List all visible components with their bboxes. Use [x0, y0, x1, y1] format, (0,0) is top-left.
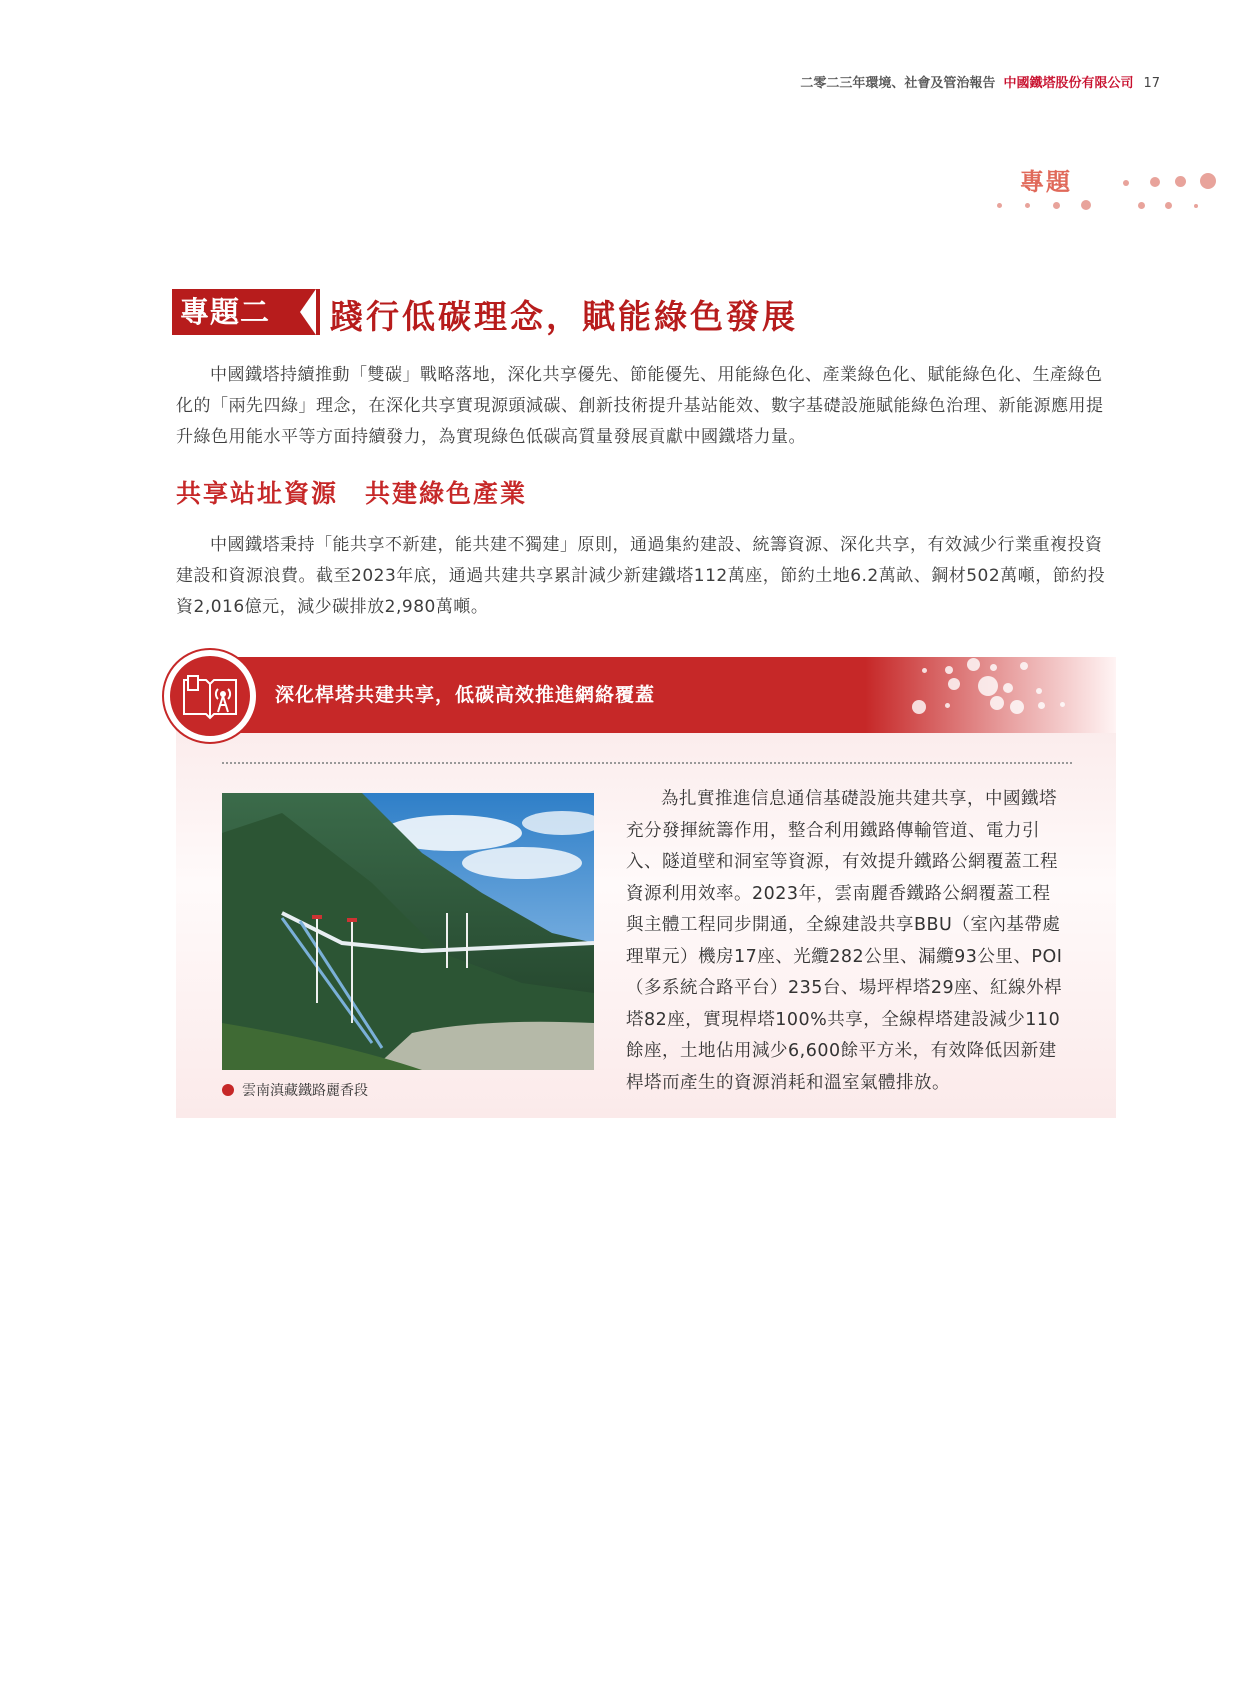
- company-name: 中國鐵塔股份有限公司: [1003, 76, 1134, 91]
- divider: [222, 762, 1072, 764]
- page-header: [800, 72, 1160, 91]
- subsection-paragraph: 中國鐵塔秉持「能共享不新建，能共建不獨建」原則，通過集約建設、統籌資源、深化共享，有效減少行業重複投資建設和資源浪費。截至2023年底，通過共建共享累計減少新建鐵塔112萬座，節約土地6.2萬畝、鋼材502萬噸，節約投資2,016億元，減少碳排放2,980萬噸。: [176, 535, 1106, 617]
- page-title: 踐行低碳理念，賦能綠色發展: [330, 297, 798, 336]
- photo-caption: [222, 1080, 368, 1100]
- railway-bridge-photo: [222, 793, 594, 1070]
- subsection-heading: 共享站址資源 共建綠色產業: [176, 479, 528, 508]
- bullet-icon: [222, 1084, 234, 1096]
- case-body: 為扎實推進信息通信基礎設施共建共享，中國鐵塔充分發揮統籌作用，整合利用鐵路傳輸管道、電力引入、隧道壁和洞室等資源，有效提升鐵路公網覆蓋工程資源利用效率。2023年，雲南麗香鐵路公網覆蓋工程與主體工程同步開通，全線建設共享BBU（室內基帶處理單元）機房17座、光纜282公里、漏纜93公里、POI（多系統合路平台）235台、場坪桿塔29座、紅線外桿塔82座，實現桿塔100%共享，全線桿塔建設減少110餘座，土地佔用減少6,600餘平方米，有效降低因新建桿塔而產生的資源消耗和溫室氣體排放。: [626, 789, 1063, 1093]
- intro-paragraph: 中國鐵塔持續推動「雙碳」戰略落地，深化共享優先、節能優先、用能綠色化、產業綠色化、賦能綠色化、生產綠色化的「兩先四綠」理念，在深化共享實現源頭減碳、創新技術提升基站能效、數字基礎設施賦能綠色治理、新能源應用提升綠色用能水平等方面持續發力，為實現綠色低碳高質量發展貢獻中國鐵塔力量。: [176, 365, 1104, 447]
- case-banner-title: 深化桿塔共建共享，低碳高效推進網絡覆蓋: [275, 684, 656, 706]
- book-tower-icon: [170, 656, 250, 736]
- page-number: 17: [1143, 76, 1160, 91]
- badge-arrow: [300, 289, 316, 335]
- photo-caption-text: 雲南滇藏鐵路麗香段: [242, 1083, 368, 1099]
- topic-badge: 專題二: [172, 289, 320, 335]
- section-tag: 專題: [1020, 168, 1072, 196]
- report-title: 二零二三年環境、社會及管治報告: [800, 76, 996, 91]
